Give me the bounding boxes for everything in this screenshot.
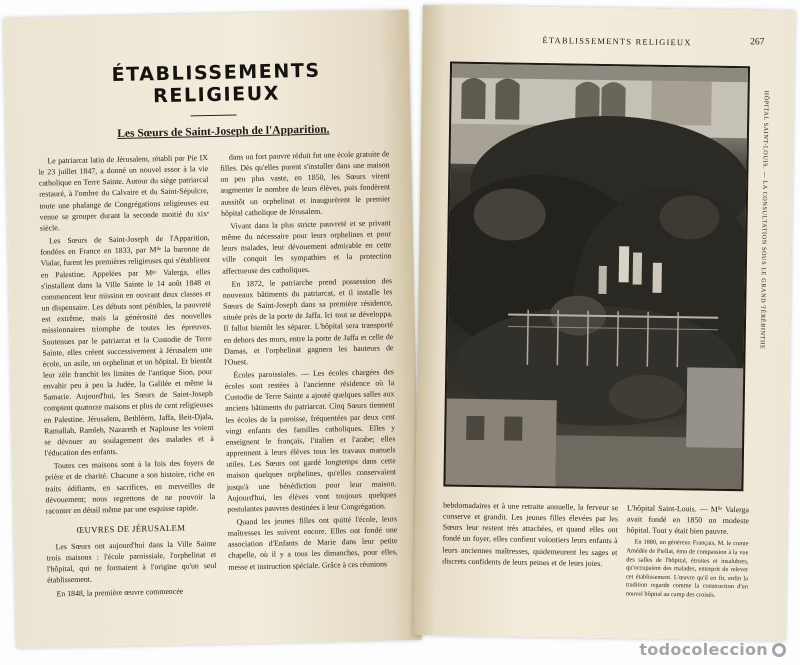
section-subtitle: Les Sœurs de Saint-Joseph de l'Apparition.	[117, 123, 330, 140]
watermark-text: todocoleccion	[639, 640, 768, 659]
halftone-photograph	[443, 62, 750, 492]
paragraph: Le patriarcat latin de Jérusalem, rétabli par Pie IX le 23 juillet 1847, a donné un nouvel essor à la vie catholique en Terre Sainte. Autour du siège patriarcal restauré, à l'ombre du Calvaire et du Saint-Sépulcre, toute une phalange de Congrégations religieuses est venue se grouper durant la seconde moitié du xixᵉ siècle.	[38, 153, 210, 233]
left-column-2	[220, 148, 399, 597]
left-column-1	[38, 152, 217, 601]
right-column-2	[626, 502, 750, 601]
page-title: ÉTABLISSEMENTS RELIGIEUX	[111, 59, 321, 108]
running-head: ÉTABLISSEMENTS RELIGIEUX	[542, 34, 692, 48]
paragraph: Écoles paroissiales. — Les écoles chargées des écoles sont restées à l'ancienne résidence où la Custodie de Terre Sainte a ajouté quelques salles aux anciens bâtiments du patriarcat. Cinq Sœurs tiennent les écoles de la paroisse, fréquentées par deux cent vingt enfants des familles catholiques. Elles y enseignent le français, l'italien et l'arabe; elles apprennent à leurs élèves tous les travaux manuels utiles. Les Sœurs ont gardé longtemps dans cette maison quelques orphelines, qu'elles conservaient jusqu'à une bénédiction pour leur maison. Aujourd'hui, les élèves vont toujours quelques postulantes pauvres destinées à leur Congrégation.	[224, 367, 397, 514]
paragraph: Les Sœurs de Saint-Joseph de l'Apparition, fondées en France en 1833, par Mˡˡᵉ la baronne de Vialar, furent les premières religieuses qui s'établirent en Palestine. Appelées par Mᵍʳ Valerga, elles s'installent dans la Ville Sainte le 14 août 1848 et commencent leur mission en ouvrant deux classes et un dispensaire. Les débuts sont pénibles, la pauvreté est extrême, mais la générosité des nouvelles missionnaires triomphe de toutes les épreuves. Soutenues par le patriarcat et la Custodie de Terre Sainte, elles créent successivement à Jérusalem une école, un asile, un orphelinat et un hôpital. Et bientôt leur zèle franchit les limites de l'antique Sion, pour envahir peu à peu la Judée, la Galilée et même la Samarie. Aujourd'hui, les Sœurs de Saint-Joseph comptent quatorze maisons et plus de cent religieuses en Palestine. Jérusalem, Bethléem, Jaffa, Beit-Djala, Ramallah, Ramleh, Nazareth et Naplouse les voient se dévouer au soulagement des malades et à l'éducation des enfants.	[40, 233, 214, 458]
watermark	[639, 640, 786, 659]
photo-caption: HÔPITAL SAINT-LOUIS. — LA CONSULTATION SOUS LE GRAND TÉRÉBINTHE	[758, 90, 770, 350]
paragraph: En 1848, la première œuvre commencée	[56, 586, 184, 598]
page-number: 267	[750, 37, 765, 48]
right-page	[413, 5, 795, 641]
text-columns	[38, 148, 398, 601]
title-rule	[190, 114, 236, 116]
section-heading: ŒUVRES DE JÉRUSALEM	[76, 522, 186, 535]
photo-illustration	[445, 64, 748, 490]
paragraph: Toutes ces maisons sont à la fois des foyers de prière et de charité. Chacune a son histoire, riche en traits édifiants, en sacrifices, en merveilles de dévouement; nous regrettons de ne pouvoir la raconter en détail même par une esquisse rapide.	[44, 458, 216, 516]
right-column-1: hebdomadaires et à une retraite annuelle, la ferveur se conserve et grandit. Les jeunes filles élevées par les Sœurs leur restent très attachées, et quand elles ont fondé un foyer, elles confient volontiers leurs enfants à leurs anciennes maîtresses, quidemeurent les sages et discrets confidents de leurs peines et de leurs joies.	[442, 500, 619, 568]
paragraph: Vivant dans la plus stricte pauvreté et se privant même du nécessaire pour leurs orphelines et pour leurs malades, leur dévouement admirable en cette ville conquit les sympathies et la protection affectueuse des catholiques.	[221, 218, 392, 276]
paragraph: dans un fort pauvre réduit fut une école gratuite de filles. Dès qu'elles purent s'installer dans une maison un peu plus vaste, en 1850, les Sœurs virent augmenter le nombre de leurs élèves, puis fondèrent aussitôt un orphelinat et inaugurèrent le premier hôpital catholique de Jérusalem.	[220, 149, 391, 218]
paragraph: L'hôpital Saint-Louis. — Mˡˡᵉ Valerga avait fondé en 1850 un modeste hôpital. Tout y était bien pauvre.	[626, 503, 750, 537]
left-page	[3, 10, 421, 648]
paragraph: En 1872, le patriarche prend possession des nouveaux bâtiments du patriarcat, et il installe les Sœurs de Saint-Joseph dans sa première résidence, située près de la porte de Jaffa. Ici tout se développa. Il fallut bientôt les séparer. L'hôpital sera transporté en dehors des murs, entre la porte de Jaffa et celle de Damas, et l'orphelinat gagnera les hauteurs de l'Ouest.	[222, 275, 394, 367]
footnote: En 1880, un généreux Français, M. le comte Amédée de Piellat, ému de compassion à la vue des salles de l'hôpital, étroites et insalubres, qu'occupaient des malades, entreprit de relever cet établissement. L'œuvre qu'il en fit, enfin la tradition regarde comme la construction d'un nouvel hôpital au camp des croisés.	[625, 538, 749, 599]
watermark-logo-icon	[772, 643, 786, 657]
paragraph: Quand les jeunes filles ont quitté l'école, leurs maîtresses les suivent encore. Elles ont fondé une association d'Enfants de Marie dans leur petite chapelle, où il y a tous les dimanches, pour elles, messe et instruction spéciale. Grâce à ces réunions	[227, 514, 398, 572]
paragraph: Les Sœurs ont aujourd'hui dans la Ville Sainte trois maisons : l'école paroissiale, l'orphelinat et l'hôpital, qui ne formaient à l'origine qu'un seul établissement.	[46, 538, 217, 585]
